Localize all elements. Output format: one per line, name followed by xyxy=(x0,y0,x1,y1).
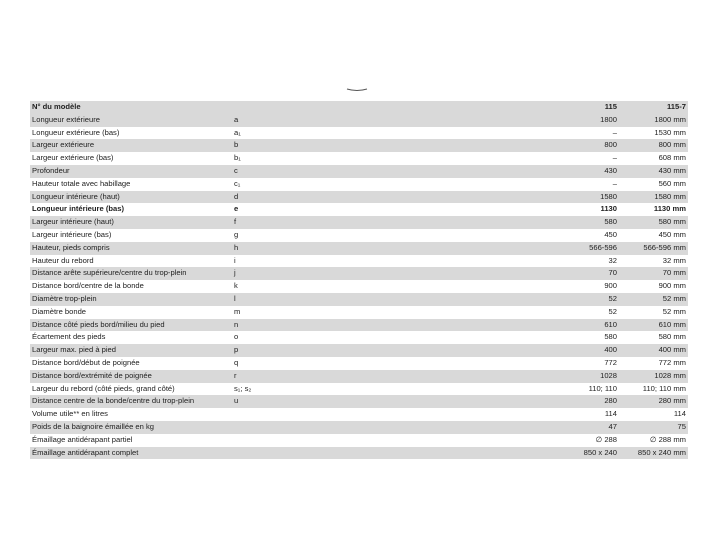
table-row xyxy=(30,229,688,242)
row-symbol: i xyxy=(234,255,236,265)
row-value-model-1: 610 xyxy=(442,319,619,332)
row-value-model-1: 114 xyxy=(604,409,617,419)
row-value-model-2: 608 mm xyxy=(658,153,686,163)
table-row xyxy=(30,293,688,306)
table-row xyxy=(30,344,688,357)
row-label: Émaillage antidérapant partiel xyxy=(32,434,133,444)
row-label: Longueur extérieure (bas) xyxy=(32,127,120,137)
row-symbol: h xyxy=(232,242,442,255)
row-value-model-1: 52 xyxy=(442,293,619,306)
table-row xyxy=(30,331,688,344)
table-row xyxy=(30,127,688,140)
table-row xyxy=(30,267,688,280)
table-row xyxy=(30,242,688,255)
row-value-model-1: – xyxy=(612,127,617,137)
row-label: Distance bord/extrémité de poignée xyxy=(30,370,232,383)
row-value-model-2: 1130 mm xyxy=(653,204,686,214)
table-row xyxy=(30,421,688,434)
row-label: Distance bord/centre de la bonde xyxy=(32,281,144,291)
spec-table-body xyxy=(30,114,688,460)
table-header-row xyxy=(30,101,688,114)
row-value-model-1: 430 xyxy=(442,165,619,178)
row-value-model-1: 1580 xyxy=(442,191,619,204)
row-value-model-2: 1580 mm xyxy=(619,191,688,204)
spec-table xyxy=(30,101,688,459)
row-value-model-2: 52 mm xyxy=(662,306,686,316)
row-value-model-2: 1530 mm xyxy=(654,127,686,137)
row-value-model-1: – xyxy=(612,153,617,163)
header-model-1: 115 xyxy=(442,101,619,114)
row-value-model-1: ∅ 288 xyxy=(595,434,617,444)
table-row xyxy=(30,408,688,421)
row-value-model-1: – xyxy=(612,178,617,188)
row-symbol: r xyxy=(232,370,442,383)
row-value-model-1: 280 xyxy=(442,395,619,408)
row-value-model-2: 430 mm xyxy=(619,165,688,178)
row-symbol: k xyxy=(234,281,238,291)
header-model-2: 115-7 xyxy=(619,101,688,114)
row-label: Distance bord/début de poignée xyxy=(32,357,140,367)
row-label: Poids de la baignoire émaillée en kg xyxy=(30,421,232,434)
table-row xyxy=(30,191,688,204)
header-symbol xyxy=(232,101,442,114)
row-value-model-2: 850 x 240 mm xyxy=(619,447,688,460)
row-symbol xyxy=(232,434,442,447)
table-row xyxy=(30,319,688,332)
row-value-model-2: 75 xyxy=(619,421,688,434)
row-value-model-1: 400 xyxy=(442,344,619,357)
row-value-model-1: 772 xyxy=(604,357,617,367)
row-symbol: d xyxy=(232,191,442,204)
row-value-model-1: 1130 xyxy=(600,204,617,214)
row-symbol: l xyxy=(232,293,442,306)
row-value-model-2: 610 mm xyxy=(619,319,688,332)
row-value-model-1: 110; 110 xyxy=(588,383,617,393)
row-value-model-1: 70 xyxy=(442,267,619,280)
row-value-model-1: 850 x 240 xyxy=(442,447,619,460)
table-row xyxy=(30,447,688,460)
row-symbol: m xyxy=(234,306,241,316)
row-value-model-2: 52 mm xyxy=(619,293,688,306)
row-symbol: u xyxy=(232,395,442,408)
row-value-model-2: 114 xyxy=(673,409,686,419)
row-symbol: b₁ xyxy=(234,153,241,163)
table-row xyxy=(30,306,688,319)
row-value-model-1: 32 xyxy=(608,255,617,265)
table-row xyxy=(30,434,688,447)
row-label: Largeur extérieure (bas) xyxy=(32,153,114,163)
row-value-model-2: 580 mm xyxy=(658,332,686,342)
row-value-model-1: 800 xyxy=(442,139,619,152)
row-value-model-2: 400 mm xyxy=(619,344,688,357)
header-label: N° du modèle xyxy=(30,101,232,114)
row-label: Diamètre trop-plein xyxy=(30,293,232,306)
row-symbol: e xyxy=(234,204,239,214)
row-label: Volume utile** en litres xyxy=(32,409,108,419)
row-value-model-2: 580 mm xyxy=(619,216,688,229)
row-symbol: g xyxy=(234,229,239,239)
row-label: Distance côté pieds bord/milieu du pied xyxy=(30,319,232,332)
row-symbol: c₁ xyxy=(234,178,241,188)
row-symbol: s₁; s₂ xyxy=(234,383,252,393)
row-value-model-2: 110; 110 mm xyxy=(642,383,686,393)
row-value-model-1: 580 xyxy=(442,216,619,229)
table-row xyxy=(30,165,688,178)
row-symbol: b xyxy=(232,139,442,152)
row-label: Diamètre bonde xyxy=(32,306,87,316)
table-row xyxy=(30,370,688,383)
row-symbol: q xyxy=(234,357,239,367)
row-label: Hauteur, pieds compris xyxy=(30,242,232,255)
row-value-model-1: 52 xyxy=(608,306,617,316)
row-value-model-1: 566-596 xyxy=(442,242,619,255)
logo-mark-icon xyxy=(346,88,368,92)
row-value-model-2: 450 mm xyxy=(658,229,686,239)
row-value-model-2: 1028 mm xyxy=(619,370,688,383)
row-symbol: f xyxy=(232,216,442,229)
table-row xyxy=(30,280,688,293)
row-value-model-2: 800 mm xyxy=(619,139,688,152)
row-symbol: j xyxy=(232,267,442,280)
table-row xyxy=(30,395,688,408)
row-value-model-2: 32 mm xyxy=(662,255,686,265)
row-value-model-1: 450 xyxy=(604,229,617,239)
row-label: Distance arête supérieure/centre du trop-plein xyxy=(30,267,232,280)
row-label: Distance centre de la bonde/centre du trop-plein xyxy=(30,395,232,408)
row-label: Émaillage antidérapant complet xyxy=(30,447,232,460)
row-value-model-1: 1800 xyxy=(442,114,619,127)
table-row xyxy=(30,255,688,268)
table-row xyxy=(30,178,688,191)
row-symbol: p xyxy=(232,344,442,357)
row-label: Largeur extérieure xyxy=(30,139,232,152)
row-value-model-1: 580 xyxy=(604,332,617,342)
table-row xyxy=(30,203,688,216)
table-row xyxy=(30,216,688,229)
row-value-model-2: 772 mm xyxy=(658,357,686,367)
row-symbol: o xyxy=(234,332,239,342)
row-label: Largeur intérieure (bas) xyxy=(32,229,112,239)
row-label: Largeur intérieure (haut) xyxy=(30,216,232,229)
row-label: Longueur intérieure (bas) xyxy=(32,204,124,214)
row-value-model-1: 900 xyxy=(604,281,617,291)
row-label: Longueur extérieure xyxy=(30,114,232,127)
row-value-model-2: 566-596 mm xyxy=(619,242,688,255)
row-symbol xyxy=(232,408,442,421)
row-label: Profondeur xyxy=(30,165,232,178)
table-row xyxy=(30,357,688,370)
table-row xyxy=(30,383,688,396)
row-value-model-1: 1028 xyxy=(442,370,619,383)
table-row xyxy=(30,152,688,165)
row-label: Hauteur totale avec habillage xyxy=(32,178,131,188)
row-value-model-2: 1800 mm xyxy=(619,114,688,127)
row-value-model-2: ∅ 288 mm xyxy=(649,434,686,444)
row-value-model-2: 70 mm xyxy=(619,267,688,280)
row-value-model-2: 280 mm xyxy=(619,395,688,408)
row-symbol xyxy=(232,421,442,434)
row-label: Hauteur du rebord xyxy=(32,255,94,265)
row-label: Largeur du rebord (côté pieds, grand côté) xyxy=(32,383,175,393)
row-symbol: n xyxy=(232,319,442,332)
row-symbol: c xyxy=(232,165,442,178)
row-symbol: a xyxy=(232,114,442,127)
row-symbol: a₁ xyxy=(234,127,241,137)
row-value-model-2: 560 mm xyxy=(658,178,686,188)
row-label: Écartement des pieds xyxy=(32,332,106,342)
row-value-model-2: 900 mm xyxy=(658,281,686,291)
table-row xyxy=(30,114,688,127)
row-label: Largeur max. pied à pied xyxy=(30,344,232,357)
row-symbol xyxy=(232,447,442,460)
row-label: Longueur intérieure (haut) xyxy=(30,191,232,204)
table-row xyxy=(30,139,688,152)
row-value-model-1: 47 xyxy=(442,421,619,434)
